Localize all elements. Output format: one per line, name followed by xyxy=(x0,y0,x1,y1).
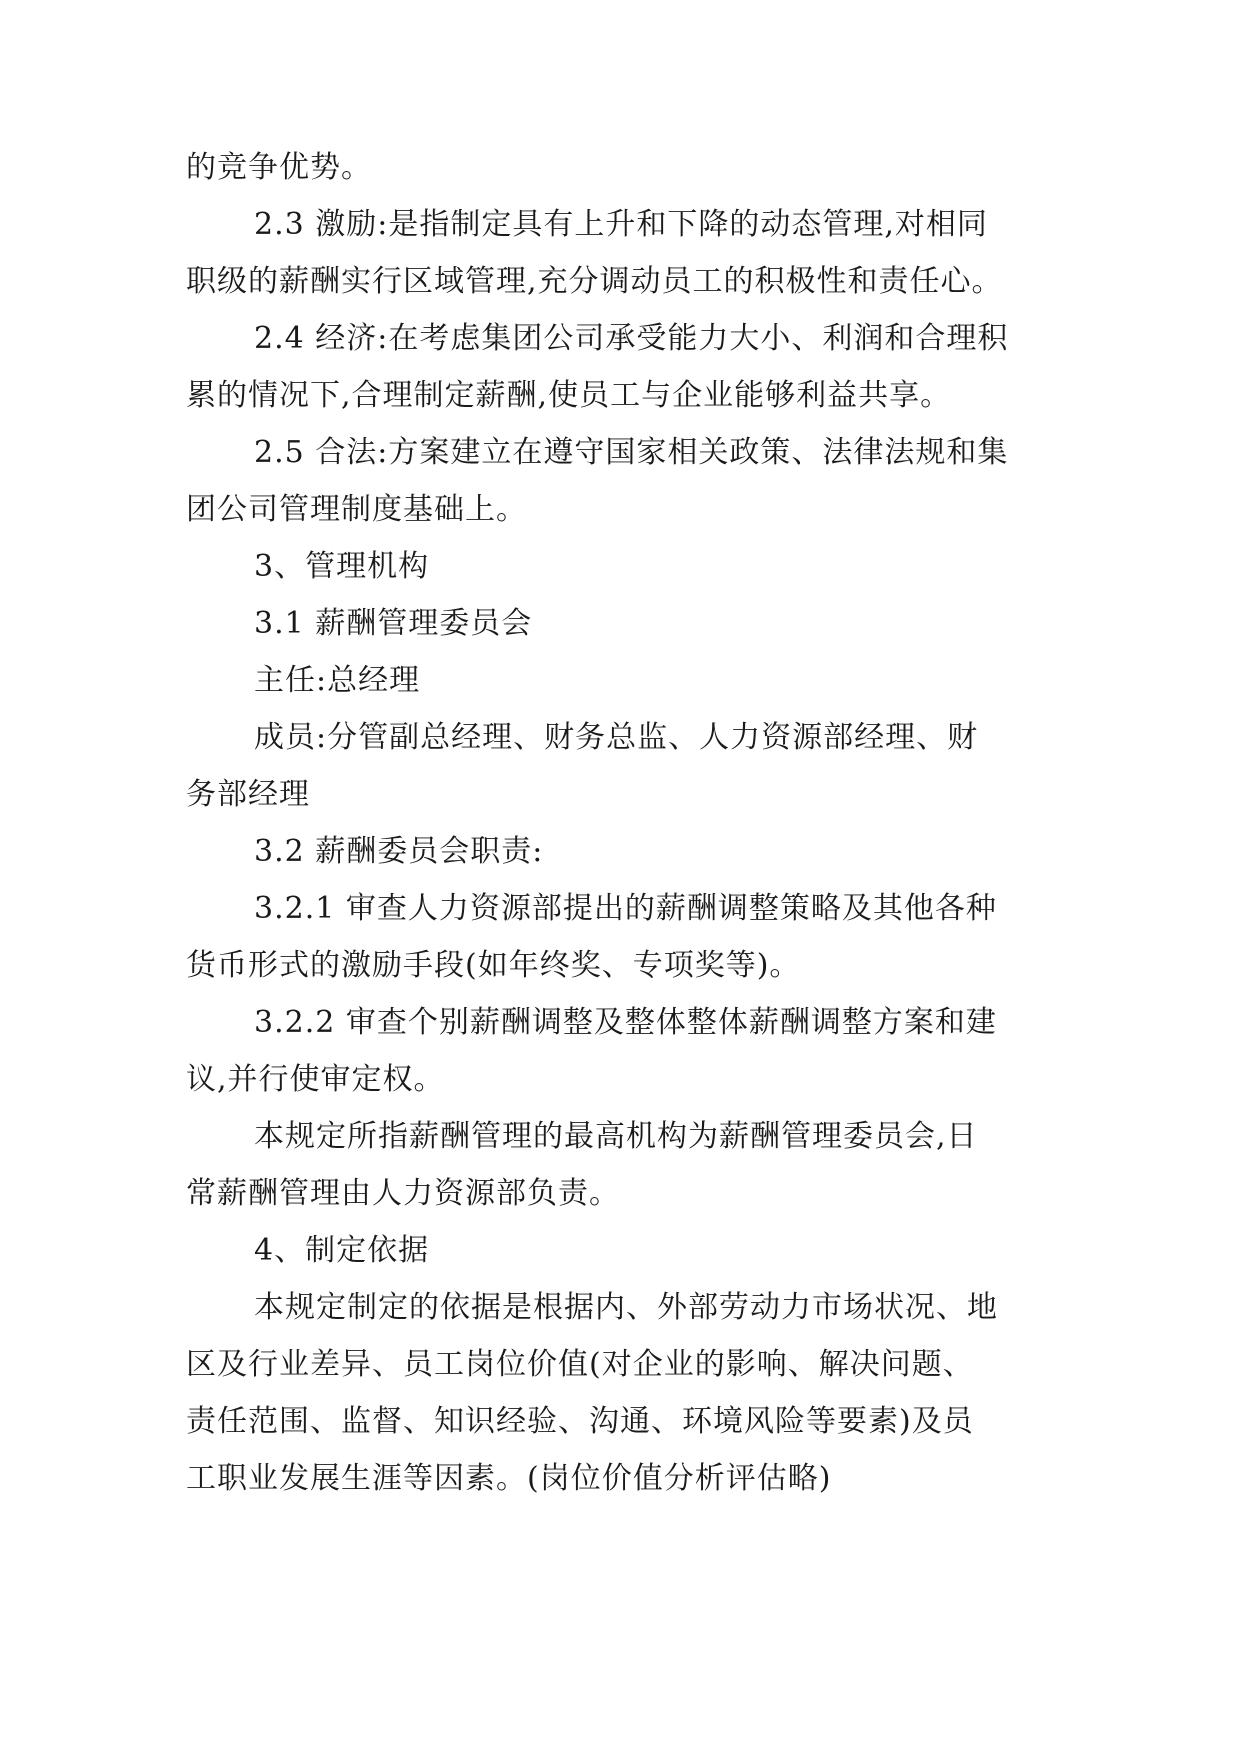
paragraph-line: 区及行业差异、员工岗位价值(对企业的影响、解决问题、 xyxy=(186,1347,974,1382)
paragraph-line: 3.2.2 审查个别薪酬调整及整体整体薪酬调整方案和建 xyxy=(254,1005,997,1040)
paragraph-line: 3.2.1 审查人力资源部提出的薪酬调整策略及其他各种 xyxy=(254,891,997,926)
paragraph-line: 职级的薪酬实行区域管理,充分调动员工的积极性和责任心。 xyxy=(186,264,1003,299)
paragraph-line: 累的情况下,合理制定薪酬,使员工与企业能够利益共享。 xyxy=(186,378,952,413)
paragraph-line: 务部经理 xyxy=(186,777,310,812)
paragraph-line: 的竞争优势。 xyxy=(186,150,372,185)
paragraph-line: 工职业发展生涯等因素。(岗位价值分析评估略) xyxy=(186,1461,832,1496)
paragraph-line: 2.5 合法:方案建立在遵守国家相关政策、法律法规和集 xyxy=(254,435,1009,470)
section-heading: 3、管理机构 xyxy=(254,549,430,584)
subsection-heading: 3.1 薪酬管理委员会 xyxy=(254,606,533,641)
paragraph-line: 议,并行使审定权。 xyxy=(186,1062,445,1097)
paragraph-line: 主任:总经理 xyxy=(254,663,421,698)
paragraph-line: 团公司管理制度基础上。 xyxy=(186,492,527,527)
paragraph-line: 本规定制定的依据是根据内、外部劳动力市场状况、地 xyxy=(254,1290,998,1325)
paragraph-line: 本规定所指薪酬管理的最高机构为薪酬管理委员会,日 xyxy=(254,1119,978,1154)
paragraph-line: 成员:分管副总经理、财务总监、人力资源部经理、财 xyxy=(254,720,979,755)
section-heading: 4、制定依据 xyxy=(254,1233,430,1268)
paragraph-line: 2.4 经济:在考虑集团公司承受能力大小、利润和合理积 xyxy=(254,321,1009,356)
subsection-heading: 3.2 薪酬委员会职责: xyxy=(254,834,544,869)
paragraph-line: 2.3 激励:是指制定具有上升和下降的动态管理,对相同 xyxy=(254,207,988,242)
paragraph-line: 责任范围、监督、知识经验、沟通、环境风险等要素)及员 xyxy=(186,1404,974,1439)
paragraph-line: 常薪酬管理由人力资源部负责。 xyxy=(186,1176,620,1211)
paragraph-line: 货币形式的激励手段(如年终奖、专项奖等)。 xyxy=(186,948,801,983)
